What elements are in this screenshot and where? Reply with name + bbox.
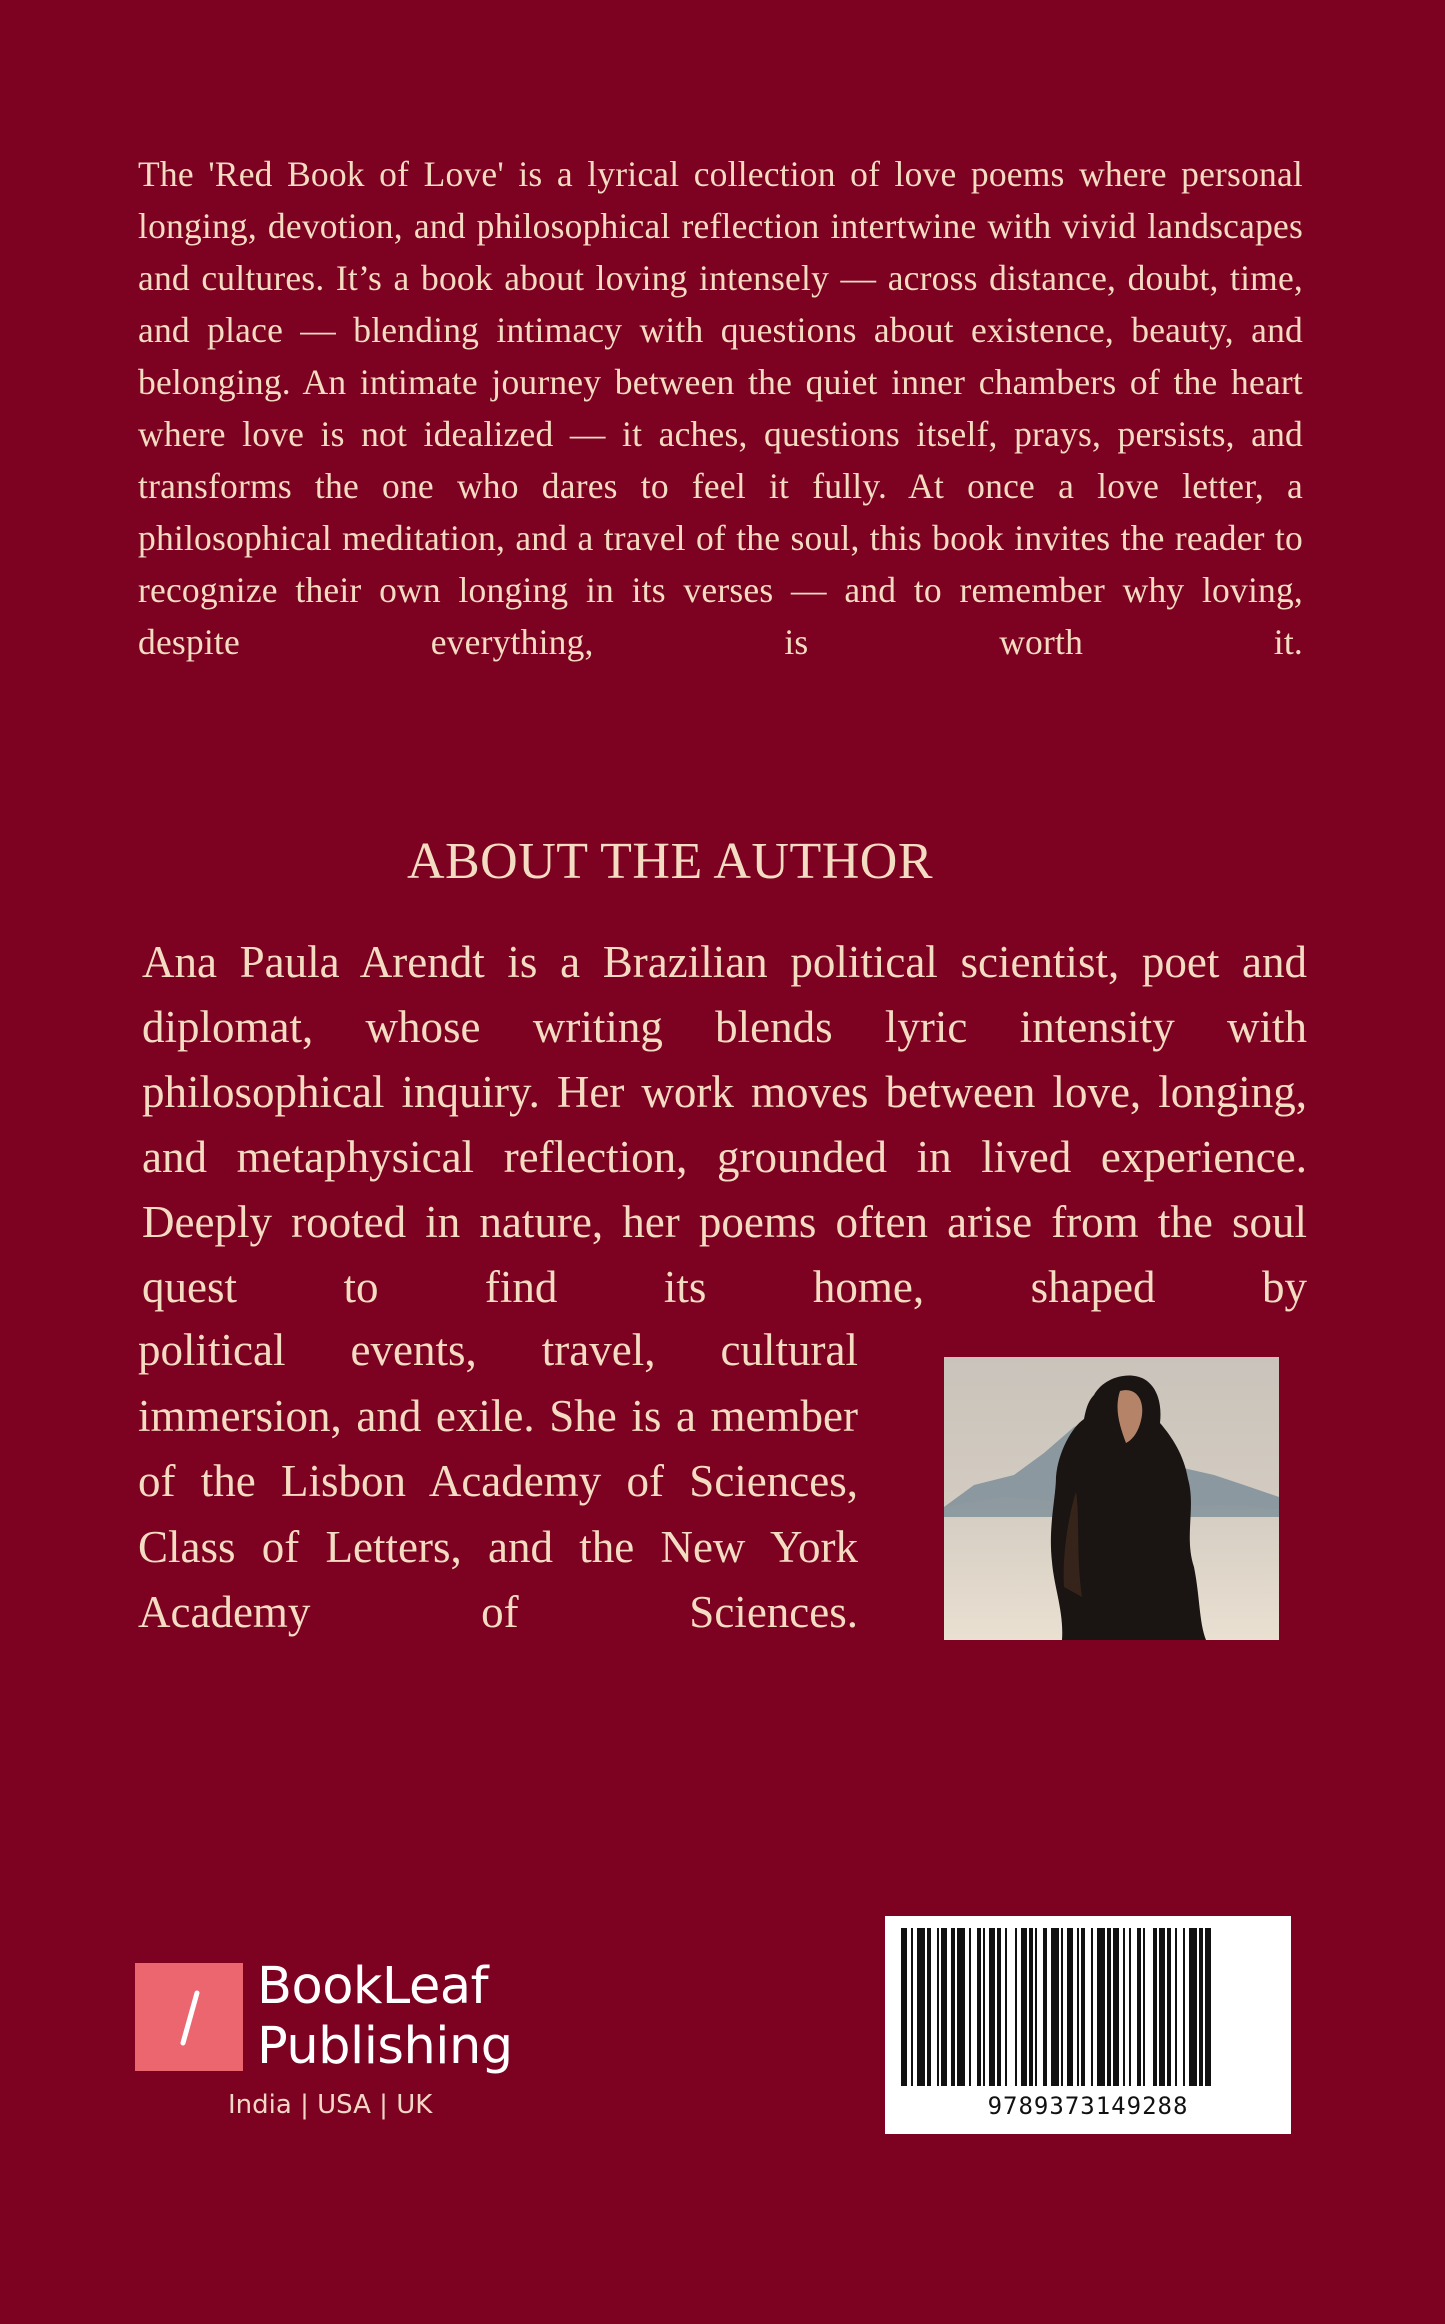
barcode-bar bbox=[989, 1928, 995, 2086]
barcode-bar bbox=[1051, 1928, 1059, 2086]
barcode-bar bbox=[957, 1928, 965, 2086]
barcode-bar bbox=[1189, 1928, 1197, 2086]
barcode-bar bbox=[1061, 1928, 1063, 2086]
barcode-bar bbox=[1153, 1928, 1157, 2086]
barcode-bar bbox=[997, 1928, 1001, 2086]
barcode-bar bbox=[917, 1928, 925, 2086]
barcode-bar bbox=[1107, 1928, 1111, 2086]
barcode-bar bbox=[1021, 1928, 1027, 2086]
slash-logo-icon bbox=[135, 1963, 243, 2071]
barcode-bar bbox=[983, 1928, 985, 2086]
barcode-bar bbox=[1043, 1928, 1047, 2086]
book-blurb: The 'Red Book of Love' is a lyrical collection of love poems where personal longing, devotion, and philosophical reflection intertwine with vivid landscapes and cultures. It’s a book about loving intensely — across distance, doubt, time, and place — blending intimacy with questions about existence, beauty, and belonging. An intimate journey between the quiet inner chambers of the heart where love is not idealized — it aches, questions itself, prays, persists, and transforms the one who dares to feel it fully. At once a love letter, a philosophical meditation, and a travel of the soul, this book invites the reader to recognize their own longing in its verses — and to remember why loving, despite everything, is worth it. bbox=[138, 154, 1303, 662]
barcode-bar bbox=[1067, 1928, 1073, 2086]
author-photo bbox=[944, 1357, 1279, 1640]
barcode-bar bbox=[1167, 1928, 1171, 2086]
isbn-number: 9789373149288 bbox=[987, 2092, 1189, 2120]
barcode-bar bbox=[1005, 1928, 1007, 2086]
barcode-bar bbox=[911, 1928, 913, 2086]
barcode-bar bbox=[1035, 1928, 1037, 2086]
publisher-name bbox=[257, 1957, 513, 2077]
publisher-name-line2: Publishing bbox=[257, 2017, 513, 2076]
barcode-bar bbox=[1183, 1928, 1185, 2086]
barcode-bar bbox=[1199, 1928, 1203, 2086]
author-bio-top: Ana Paula Arendt is a Brazilian political scientist, poet and diplomat, whose writing blends lyric intensity with philosophical inquiry. Her work moves between love, longing, and metaphysical reflection, grounded in lived experience. Deeply rooted in nature, her poems often arise from the soul quest to find its home, shaped by bbox=[142, 937, 1307, 1312]
barcode-bar bbox=[969, 1928, 971, 2086]
publisher-name-line1: BookLeaf bbox=[257, 1957, 489, 2016]
barcode-bar bbox=[1159, 1928, 1165, 2086]
barcode-bar bbox=[1205, 1928, 1211, 2086]
barcode-bar bbox=[941, 1928, 947, 2086]
barcode-bar bbox=[1123, 1928, 1125, 2086]
barcode-bar bbox=[977, 1928, 981, 2086]
barcode-bar bbox=[1015, 1928, 1017, 2086]
barcode-bar bbox=[1113, 1928, 1119, 2086]
barcode-bar bbox=[1175, 1928, 1177, 2086]
isbn-barcode bbox=[885, 1916, 1291, 2134]
barcode-bar bbox=[1077, 1928, 1079, 2086]
author-bio-bottom: political events, travel, cultural immersion, and exile. She is a member of the Lisbon Academy of Sciences, Class of Letters, and the New York Academy of Sciences. bbox=[138, 1325, 858, 1637]
barcode-bar bbox=[937, 1928, 939, 2086]
barcode-bar bbox=[1129, 1928, 1131, 2086]
barcode-bar bbox=[1097, 1928, 1105, 2086]
barcode-bar bbox=[1081, 1928, 1085, 2086]
publisher-logo bbox=[135, 1957, 555, 2123]
about-author-heading: ABOUT THE AUTHOR bbox=[406, 833, 934, 890]
barcode-bar bbox=[1091, 1928, 1093, 2086]
barcode-bar bbox=[1143, 1928, 1145, 2086]
barcode-bar bbox=[901, 1928, 907, 2086]
publisher-regions: India | USA | UK bbox=[228, 2090, 433, 2120]
barcode-bar bbox=[1137, 1928, 1141, 2086]
barcode-bar bbox=[951, 1928, 955, 2086]
barcode-bar bbox=[927, 1928, 931, 2086]
barcode-bar bbox=[1029, 1928, 1033, 2086]
